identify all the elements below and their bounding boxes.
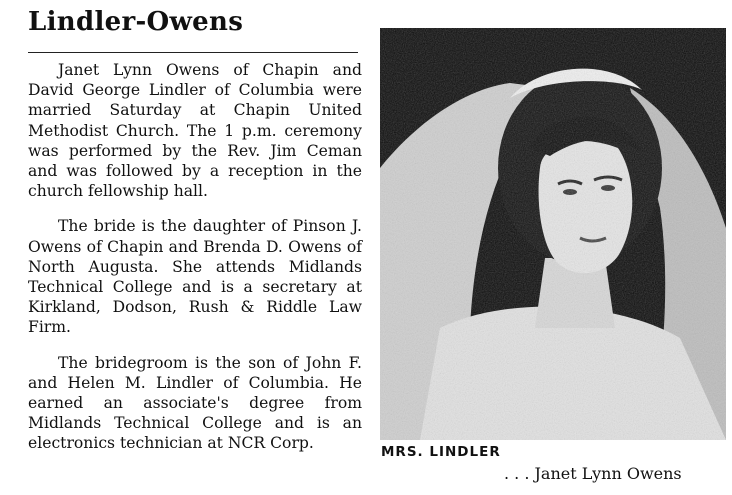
paragraph-bride-info: The bride is the daughter of Pinson J. Owens of Chapin and Brenda D. Owens of North Augusta. She attends Midlands Technical College and is a secretary at Kirkland, Dodson, Rush & Riddle Law Firm. (28, 217, 362, 337)
article-body (28, 60, 362, 454)
photo-caption-name: MRS. LINDLER (381, 444, 501, 460)
article-headline: Lindler-Owens (28, 7, 244, 37)
bride-photo (380, 28, 726, 440)
headline-rule (28, 52, 358, 53)
paragraph-groom-info: The bridegroom is the son of John F. and Helen M. Lindler of Columbia. He earned an associate's degree from Midlands Technical College and is an electronics technician at NCR Corp. (28, 353, 362, 453)
photo-caption-credit: . . . Janet Lynn Owens (504, 464, 682, 483)
paragraph-wedding-details: Janet Lynn Owens of Chapin and David George Lindler of Columbia were married Saturday at Chapin United Methodist Church. The 1 p.m. ceremony was performed by the Rev. Jim Ceman and was followed by a reception in the church fellowship hall. (28, 61, 362, 201)
